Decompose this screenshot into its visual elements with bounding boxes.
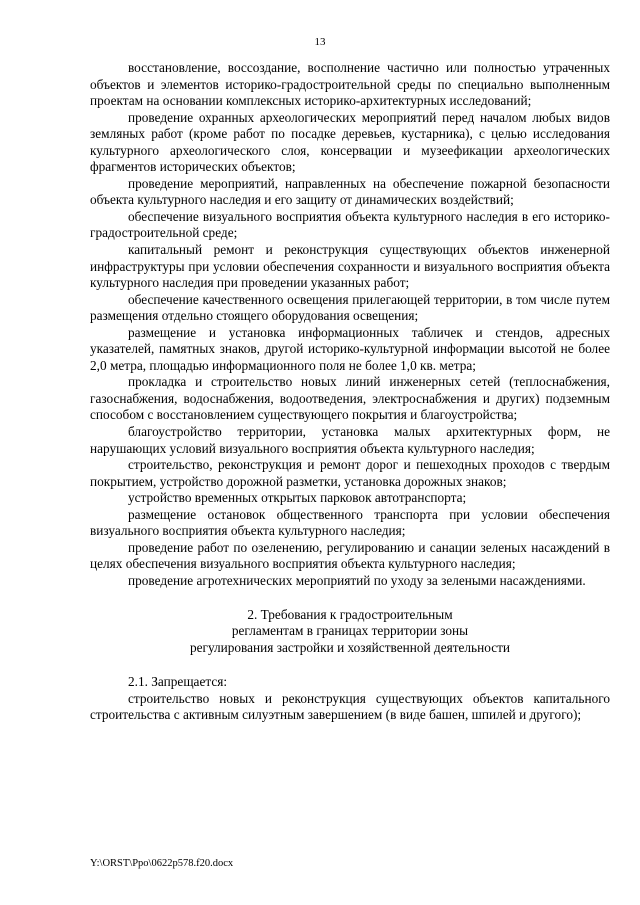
paragraph: обеспечение визуального восприятия объекта культурного наследия в его историко-градостроительной среде; — [90, 208, 610, 241]
paragraph: устройство временных открытых парковок автотранспорта; — [128, 490, 467, 506]
paragraph: проведение мероприятий, направленных на обеспечение пожарной безопасности объекта культурного наследия и его защиту от динамических воздействий; — [90, 175, 610, 208]
page-number: 13 — [314, 36, 326, 48]
paragraph: проведение работ по озеленению, регулированию и санации зеленых насаждений в целях обеспечения визуального восприятия объекта культурного наследия; — [90, 539, 610, 572]
paragraph: размещение и установка информационных табличек и стендов, адресных указателей, памятных знаков, другой историко-культурной информации высотой не более 2,0 метра, площадью информационного поля не более 1,0 кв. метра; — [90, 324, 610, 373]
paragraph: прокладка и строительство новых линий инженерных сетей (теплоснабжения, газоснабжения, водоснабжения, водоотведения, электроснабжения и других) подземным способом с восстановлением существующего покрытия и благоустройства; — [90, 374, 610, 423]
paragraph: размещение остановок общественного транспорта при условии обеспечения визуального восприятия объекта культурного наследия; — [90, 506, 610, 539]
paragraph: проведение агротехнических мероприятий по уходу за зелеными насаждениями. — [128, 572, 586, 588]
paragraph: строительство новых и реконструкция существующих объектов капитального строительства с активным силуэтным завершением (в виде башен, шпилей и другого); — [90, 690, 610, 723]
paragraph: благоустройство территории, установка малых архитектурных форм, не нарушающих условий визуального восприятия объекта культурного наследия; — [90, 424, 610, 456]
section-heading-line: регулирования застройки и хозяйственной деятельности — [189, 639, 511, 655]
paragraph: строительство, реконструкция и ремонт дорог и пешеходных проходов с твердым покрытием, устройство дорожной разметки, установка дорожных знаков; — [90, 457, 610, 489]
paragraph: капитальный ремонт и реконструкция существующих объектов инженерной инфраструктуры при условии обеспечения сохранности и визуального восприятия объекта культурного наследия при проведении указанных работ; — [90, 242, 610, 291]
section-heading-line: регламентам в границах территории зоны — [231, 623, 469, 639]
file-path-footer: Y:\ORST\Ppo\0622p578.f20.docx — [90, 858, 234, 869]
paragraph: проведение охранных археологических мероприятий перед началом любых видов земляных работ (кроме работ по посадке деревьев, кустарника), с целью исследования культурного археологического слоя, консервации и музеефикации археологических фрагментов исторических объектов; — [90, 109, 610, 175]
document-body — [90, 60, 610, 724]
paragraph: восстановление, воссоздание, восполнение частично или полностью утраченных объектов и элементов историко-градостроительной среды по специально выполненным проектам на основании комплексных историко-архитектурных исследований; — [90, 60, 610, 109]
paragraph: обеспечение качественного освещения прилегающей территории, в том числе путем размещения отдельно стоящего оборудования освещения; — [90, 291, 610, 324]
section-heading — [90, 607, 610, 657]
subsection-title: 2.1. Запрещается: — [128, 674, 228, 690]
section-heading-line: 2. Требования к градостроительным — [247, 606, 453, 622]
